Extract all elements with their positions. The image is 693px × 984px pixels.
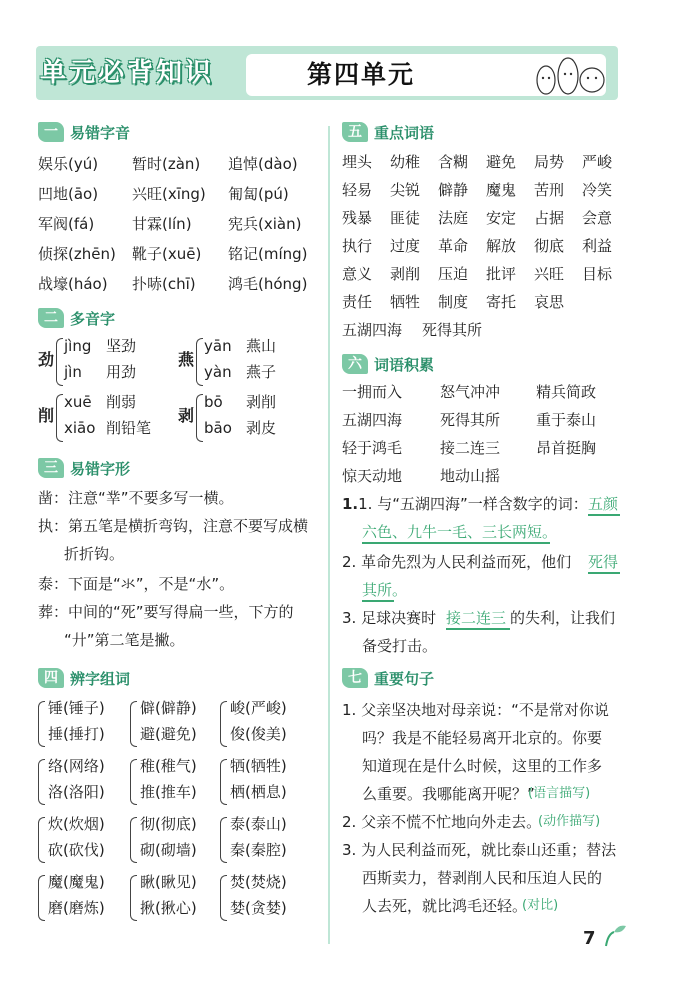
- sentence-line: 知道现在是什么时候，这里的工作多: [362, 757, 603, 775]
- answer-text: 五颜: [588, 495, 619, 513]
- brace-icon: [220, 701, 227, 747]
- brace-icon: [56, 338, 63, 386]
- example-word: 用劲: [106, 363, 137, 381]
- polyphone-char: 燕: [178, 350, 195, 369]
- word-pair-item: 砍(砍伐): [48, 841, 105, 859]
- section-title: 重要句子: [374, 669, 435, 688]
- brace-icon: [130, 759, 137, 805]
- pinyin: bāo: [204, 419, 232, 437]
- key-word: 残暴: [342, 209, 373, 227]
- word-pronunciation: 扑哧(chī): [132, 275, 196, 293]
- section-badge: 三: [38, 458, 64, 478]
- key-word: 严峻: [582, 153, 613, 171]
- sentence-line: 吗？我是不能轻易离开北京的。你要: [362, 729, 603, 747]
- idiom-word: 精兵简政: [536, 383, 597, 401]
- polyphone-char: 剥: [178, 406, 195, 425]
- word-pair-item: 婪(贪婪): [230, 899, 287, 917]
- brace-icon: [196, 394, 203, 442]
- key-word: 会意: [582, 209, 613, 227]
- brace-icon: [38, 701, 45, 747]
- word-pronunciation: 鸿毛(hóng): [228, 275, 308, 293]
- key-word: 含糊: [438, 153, 469, 171]
- pinyin: jìng: [64, 337, 92, 355]
- section-title: 辨字组词: [70, 669, 131, 688]
- word-pronunciation: 宪兵(xiàn): [228, 215, 302, 233]
- word-pronunciation: 靴子(xuē): [132, 245, 202, 263]
- key-word: 死得其所: [422, 321, 483, 339]
- brace-icon: [130, 701, 137, 747]
- word-pair-item: 磨(磨炼): [48, 899, 105, 917]
- glyph-note-line: 凿：注意“丵”不要多写一横。: [38, 489, 234, 507]
- brace-icon: [196, 338, 203, 386]
- section-badge: 四: [38, 668, 64, 688]
- polyphone-char: 劲: [38, 350, 55, 369]
- glyph-note-line: 葬：中间的“死”要写得扁一些，下方的: [38, 603, 294, 621]
- word-pair-item: 避(避免): [140, 725, 197, 743]
- key-word: 苦刑: [534, 181, 565, 199]
- answer-underline: [446, 628, 510, 630]
- section-badge: 一: [38, 122, 64, 142]
- word-pronunciation: 匍匐(pú): [228, 185, 289, 203]
- brace-icon: [220, 759, 227, 805]
- key-word: 哀思: [534, 293, 565, 311]
- word-pair-item: 僻(僻静): [140, 699, 197, 717]
- question-2-text: 2. 革命先烈为人民利益而死，他们: [342, 553, 572, 571]
- sentence-line: 人去死，就比鸿毛还轻。: [362, 897, 528, 915]
- sentence-line: 1. 父亲坚决地对母亲说：“不是常对你说: [342, 701, 609, 719]
- word-pair-item: 焚(焚烧): [230, 873, 287, 891]
- idiom-word: 轻于鸿毛: [342, 439, 403, 457]
- example-word: 剥皮: [246, 419, 277, 437]
- section-header-2: [38, 306, 115, 330]
- answer-text: 其所。: [362, 581, 408, 599]
- section-title: 易错字形: [70, 459, 131, 478]
- brace-icon: [38, 817, 45, 863]
- idiom-word: 重于泰山: [536, 411, 597, 429]
- key-word: 执行: [342, 237, 373, 255]
- section-header-7: [342, 666, 434, 690]
- word-pronunciation: 追悼(dào): [228, 155, 298, 173]
- word-pair-item: 瞅(瞅见): [140, 873, 197, 891]
- key-word: 五湖四海: [342, 321, 403, 339]
- section-title: 易错字音: [70, 123, 131, 142]
- page-number: 7: [583, 928, 596, 949]
- key-word: 革命: [438, 237, 469, 255]
- word-pronunciation: 铭记(míng): [228, 245, 308, 263]
- word-pair-item: 炊(炊烟): [48, 815, 105, 833]
- key-word: 过度: [390, 237, 421, 255]
- key-word: 压迫: [438, 265, 469, 283]
- key-word: 匪徒: [390, 209, 421, 227]
- section-header-3: [38, 456, 130, 480]
- brace-icon: [38, 875, 45, 921]
- section-badge: 五: [342, 122, 368, 142]
- word-pair-item: 揪(揪心): [140, 899, 197, 917]
- word-pair-item: 砌(砌墙): [140, 841, 197, 859]
- answer-underline: [588, 572, 620, 574]
- sprout-icon: [600, 920, 630, 948]
- answer-underline: [588, 514, 620, 516]
- key-word: 避免: [486, 153, 517, 171]
- word-pair-item: 推(推车): [140, 783, 197, 801]
- key-word: 牺牲: [390, 293, 421, 311]
- key-word: 目标: [582, 265, 613, 283]
- key-word: 安定: [486, 209, 517, 227]
- section-header-1: [38, 120, 130, 144]
- word-pair-item: 秦(秦腔): [230, 841, 287, 859]
- section-header-4: [38, 666, 130, 690]
- idiom-word: 怒气冲冲: [440, 383, 501, 401]
- section-badge: 七: [342, 668, 368, 688]
- word-pair-item: 稚(稚气): [140, 757, 197, 775]
- word-pair-item: 牺(牺牲): [230, 757, 287, 775]
- answer-text: 六色、九牛一毛、三长两短。: [362, 523, 558, 541]
- glyph-note-line: “廾”第二笔是撇。: [64, 631, 185, 649]
- key-word: 冷笑: [582, 181, 613, 199]
- sentence-line: 3. 为人民利益而死，就比泰山还重；替法: [342, 841, 617, 859]
- answer-text: 死得: [588, 553, 619, 571]
- pinyin: yàn: [204, 363, 232, 381]
- key-word: 解放: [486, 237, 517, 255]
- brace-icon: [220, 817, 227, 863]
- pinyin: xiāo: [64, 419, 96, 437]
- key-word: 占据: [534, 209, 565, 227]
- example-word: 燕山: [246, 337, 277, 355]
- word-pronunciation: 战壕(háo): [38, 275, 108, 293]
- header-title: 单元必背知识: [40, 58, 215, 88]
- word-pair-item: 彻(彻底): [140, 815, 197, 833]
- key-word: 法庭: [438, 209, 469, 227]
- column-divider: [328, 126, 330, 944]
- section-header-5: [342, 120, 434, 144]
- key-word: 剥削: [390, 265, 421, 283]
- section-title: 多音字: [70, 309, 116, 328]
- key-word: 兴旺: [534, 265, 565, 283]
- brace-icon: [130, 817, 137, 863]
- idiom-word: 昂首挺胸: [536, 439, 597, 457]
- word-pair-item: 捶(捶打): [48, 725, 105, 743]
- idiom-word: 死得其所: [440, 411, 501, 429]
- glyph-note-line: 执：第五笔是横折弯钩，注意不要写成横: [38, 517, 309, 535]
- key-word: 寄托: [486, 293, 517, 311]
- cartoon-decoration-icon: [528, 48, 613, 98]
- word-pronunciation: 凹地(āo): [38, 185, 99, 203]
- question-1-text: 1.1. 与“五湖四海”一样含数字的词：: [342, 495, 588, 513]
- key-word: 轻易: [342, 181, 373, 199]
- example-word: 剥削: [246, 393, 277, 411]
- word-pronunciation: 军阀(fá): [38, 215, 95, 233]
- example-word: 削弱: [106, 393, 137, 411]
- sentence-note: (动作描写): [538, 814, 601, 829]
- question-3-text: 3. 足球决赛时: [342, 609, 437, 627]
- sentence-line: 么重要。我哪能离开呢？”: [362, 785, 535, 803]
- key-word: 埋头: [342, 153, 373, 171]
- question-3-text: 备受打击。: [362, 637, 438, 655]
- key-word: 利益: [582, 237, 613, 255]
- pinyin: xuē: [64, 393, 92, 411]
- sentence-line: 西斯卖力，替剥削人民和压迫人民的: [362, 869, 603, 887]
- word-pair-item: 栖(栖息): [230, 783, 287, 801]
- key-word: 责任: [342, 293, 373, 311]
- answer-underline: [362, 542, 550, 544]
- key-word: 批评: [486, 265, 517, 283]
- word-pronunciation: 兴旺(xīng): [132, 185, 206, 203]
- idiom-word: 接二连三: [440, 439, 501, 457]
- answer-underline: [362, 600, 394, 602]
- word-pronunciation: 娱乐(yú): [38, 155, 99, 173]
- section-badge: 二: [38, 308, 64, 328]
- question-3-text: 的失利，让我们: [510, 609, 616, 627]
- pinyin: jìn: [64, 363, 82, 381]
- sentence-note: (语言描写): [528, 786, 591, 801]
- section-title: 重点词语: [374, 123, 435, 142]
- word-pronunciation: 暂时(zàn): [132, 155, 201, 173]
- example-word: 削铅笔: [106, 419, 152, 437]
- idiom-word: 一拥而入: [342, 383, 403, 401]
- key-word: 局势: [534, 153, 565, 171]
- section-badge: 六: [342, 354, 368, 374]
- word-pair-item: 锤(锤子): [48, 699, 105, 717]
- idiom-word: 五湖四海: [342, 411, 403, 429]
- idiom-word: 地动山摇: [440, 467, 501, 485]
- word-pair-item: 魔(魔鬼): [48, 873, 105, 891]
- key-word: 意义: [342, 265, 373, 283]
- key-word: 制度: [438, 293, 469, 311]
- brace-icon: [130, 875, 137, 921]
- section-title: 词语积累: [374, 355, 435, 374]
- word-pronunciation: 甘霖(lín): [132, 215, 192, 233]
- unit-title: 第四单元: [306, 60, 415, 89]
- key-word: 彻底: [534, 237, 565, 255]
- brace-icon: [220, 875, 227, 921]
- example-word: 燕子: [246, 363, 277, 381]
- idiom-word: 惊天动地: [342, 467, 403, 485]
- key-word: 魔鬼: [486, 181, 517, 199]
- glyph-note-line: 折折钩。: [64, 545, 125, 563]
- polyphone-char: 削: [38, 406, 55, 425]
- glyph-note-line: 泰：下面是“氺”，不是“水”。: [38, 575, 235, 593]
- key-word: 僻静: [438, 181, 469, 199]
- pinyin: yān: [204, 337, 232, 355]
- key-word: 幼稚: [390, 153, 421, 171]
- word-pair-item: 洛(洛阳): [48, 783, 105, 801]
- answer-text: 接二连三: [446, 609, 507, 627]
- pinyin: bō: [204, 393, 223, 411]
- brace-icon: [56, 394, 63, 442]
- example-word: 坚劲: [106, 337, 137, 355]
- word-pair-item: 络(网络): [48, 757, 105, 775]
- word-pair-item: 峻(严峻): [230, 699, 287, 717]
- brace-icon: [38, 759, 45, 805]
- section-header-6: [342, 352, 434, 376]
- word-pair-item: 俊(俊美): [230, 725, 287, 743]
- word-pronunciation: 侦探(zhēn): [38, 245, 116, 263]
- sentence-note: (对比): [522, 898, 559, 913]
- sentence-line: 2. 父亲不慌不忙地向外走去。: [342, 813, 542, 831]
- word-pair-item: 泰(泰山): [230, 815, 287, 833]
- key-word: 尖锐: [390, 181, 421, 199]
